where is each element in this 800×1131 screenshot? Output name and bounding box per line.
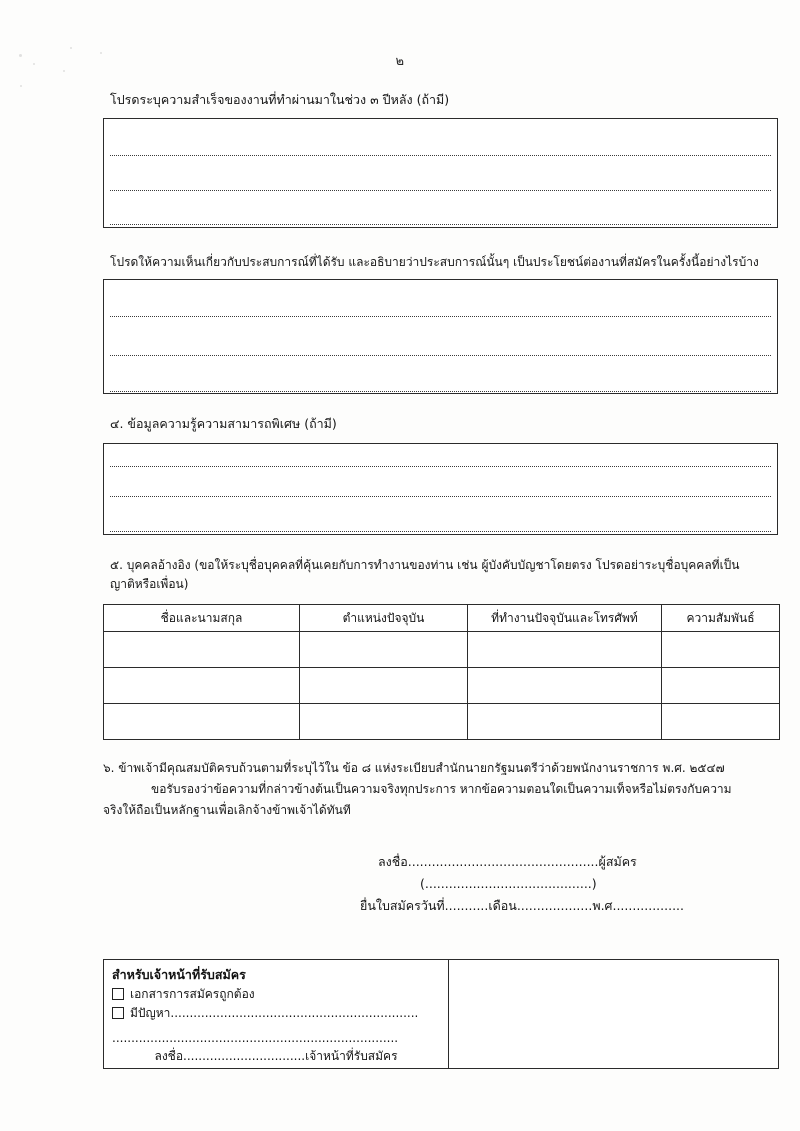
write-line xyxy=(110,496,771,497)
write-line xyxy=(110,391,771,392)
problem-dots[interactable]: ................................................................. xyxy=(170,1006,419,1020)
month-dots[interactable]: ................... xyxy=(516,898,593,913)
officer-use-box xyxy=(103,959,779,1069)
write-line xyxy=(110,224,771,225)
signature-label: ลงชื่อ xyxy=(378,854,408,869)
write-line xyxy=(110,155,771,156)
references-table xyxy=(103,604,780,740)
scan-speckle xyxy=(20,85,22,87)
date-label: ยื่นใบสมัครวันที่ xyxy=(360,898,445,913)
cell-workplace-phone[interactable] xyxy=(468,632,662,668)
achievements-answer-box[interactable] xyxy=(103,118,778,228)
printed-name-dots[interactable]: .......................................... xyxy=(424,876,592,891)
cell-relationship[interactable] xyxy=(662,704,780,740)
officer-box-title: สำหรับเจ้าหน้าที่รับสมัคร xyxy=(112,967,246,982)
page-number: ๒ xyxy=(395,54,405,69)
month-label: เดือน xyxy=(488,898,517,913)
cell-workplace-phone[interactable] xyxy=(468,668,662,704)
applicant-signature-block xyxy=(360,851,685,917)
date-dots[interactable]: ........... xyxy=(444,898,489,913)
declaration-line-2: ขอรับรองว่าข้อความที่กล่าวข้างต้นเป็นความจริงทุกประการ หากข้อความตอนใดเป็นความเท็จหรือไม่ตรงกับความ xyxy=(151,782,732,796)
table-row[interactable] xyxy=(104,704,780,740)
special-skills-answer-box[interactable] xyxy=(103,443,778,535)
officer-signature-row xyxy=(112,1048,440,1065)
year-dots[interactable]: ................. xyxy=(616,898,685,913)
checkbox-icon[interactable] xyxy=(112,988,124,1000)
officer-right-cell[interactable] xyxy=(449,960,778,1068)
table-header-row xyxy=(104,605,780,632)
signature-row xyxy=(378,851,684,873)
checkbox-label: เอกสารการสมัครถูกต้อง xyxy=(130,987,255,1001)
write-line xyxy=(110,316,771,317)
signature-dots[interactable]: ................................................ xyxy=(407,854,599,869)
officer-check-has-problem[interactable] xyxy=(112,1004,440,1022)
column-header-name: ชื่อและนามสกุล xyxy=(104,605,300,632)
declaration-line-3: จริงให้ถือเป็นหลักฐานเพื่อเลิกจ้างข้าพเจ้าได้ทันที xyxy=(103,803,351,817)
checkbox-icon[interactable] xyxy=(112,1007,124,1019)
write-line xyxy=(110,531,771,532)
special-skills-heading: ๔. ข้อมูลความรู้ความสามารถพิเศษ (ถ้ามี) xyxy=(110,416,337,431)
column-header-workplace-phone: ที่ทำงานปัจจุบันและโทรศัพท์ xyxy=(468,605,662,632)
cell-position[interactable] xyxy=(300,632,468,668)
cell-name[interactable] xyxy=(104,704,300,740)
table-row[interactable] xyxy=(104,632,780,668)
cell-position[interactable] xyxy=(300,668,468,704)
declaration-line-1: ๖. ข้าพเจ้ามีคุณสมบัติครบถ้วนตามที่ระบุไว้ใน ข้อ ๘ แห่งระเบียบสำนักนายกรัฐมนตรีว่าด้วยพนักงานราชการ พ.ศ. ๒๕๔๗ xyxy=(103,761,725,775)
cell-workplace-phone[interactable] xyxy=(468,704,662,740)
paren-open: ( xyxy=(420,876,425,891)
references-heading-line2: ญาติหรือเพื่อน) xyxy=(110,577,189,591)
declaration-paragraph xyxy=(103,758,783,821)
signature-role: ผู้สมัคร xyxy=(598,854,637,869)
cell-relationship[interactable] xyxy=(662,668,780,704)
write-line xyxy=(110,466,771,467)
references-heading-line1: ๕. บุคคลอ้างอิง (ขอให้ระบุชื่อบุคคลที่คุ้นเคยกับการทำงานของท่าน เช่น ผู้บังคับบัญชาโดยตรง โปรดอย่าระบุชื่อบุคคลที่เป็น xyxy=(110,558,740,572)
officer-check-documents-correct[interactable] xyxy=(112,985,440,1003)
cell-name[interactable] xyxy=(104,632,300,668)
cell-name[interactable] xyxy=(104,668,300,704)
cell-position[interactable] xyxy=(300,704,468,740)
experience-opinion-answer-box[interactable] xyxy=(103,279,778,394)
scan-speckle xyxy=(70,47,72,49)
experience-opinion-heading: โปรดให้ความเห็นเกี่ยวกับประสบการณ์ที่ได้รับ และอธิบายว่าประสบการณ์นั้นๆ เป็นประโยชน์ต่องานที่สมัครในครั้งนี้อย่างไรบ้าง xyxy=(110,255,759,269)
cell-relationship[interactable] xyxy=(662,632,780,668)
column-header-position: ตำแหน่งปัจจุบัน xyxy=(300,605,468,632)
officer-left-cell xyxy=(104,960,449,1068)
write-line xyxy=(110,355,771,356)
officer-signature-dots[interactable]: ................................ xyxy=(183,1049,306,1063)
column-header-relationship: ความสัมพันธ์ xyxy=(662,605,780,632)
paren-close: ) xyxy=(591,876,597,891)
year-label: พ.ศ. xyxy=(592,898,617,913)
write-line xyxy=(110,190,771,191)
submission-date-row xyxy=(360,895,684,917)
achievements-heading: โปรดระบุความสำเร็จของงานที่ทำผ่านมาในช่วง ๓ ปีหลัง (ถ้ามี) xyxy=(110,92,450,107)
officer-signature-label: ลงชื่อ xyxy=(154,1049,184,1063)
officer-extra-dots[interactable]: ........................................................................... xyxy=(112,1031,399,1045)
officer-signature-role: เจ้าหน้าที่รับสมัคร xyxy=(305,1049,398,1063)
checkbox-label: มีปัญหา xyxy=(130,1006,171,1020)
table-row[interactable] xyxy=(104,668,780,704)
printed-name-row xyxy=(378,873,684,895)
